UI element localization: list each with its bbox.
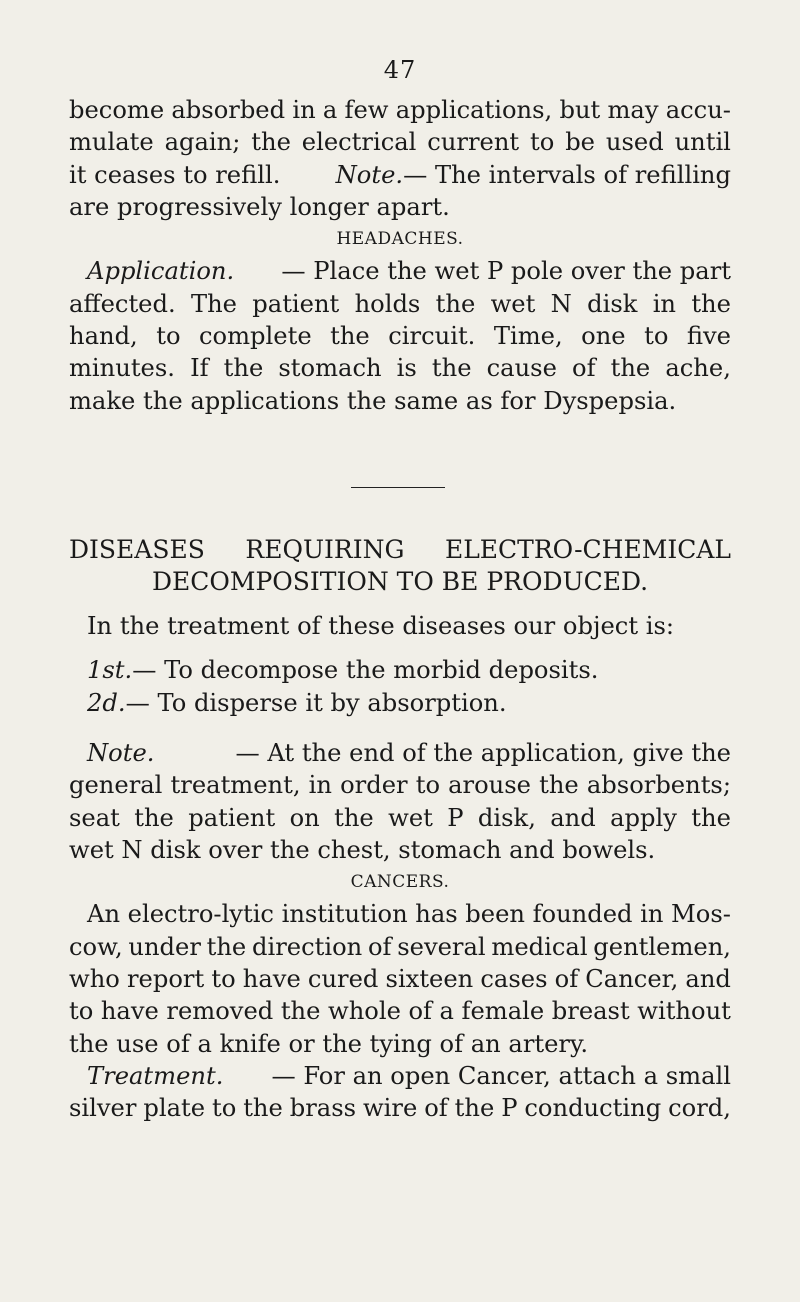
word: until: [674, 128, 731, 157]
word: in: [640, 900, 664, 929]
application-first-line: [69, 255, 731, 287]
word: absorbents;: [586, 771, 731, 800]
word: the: [243, 1094, 283, 1123]
word: wet: [490, 289, 536, 318]
word: patient: [188, 803, 276, 832]
note-label: Note.: [335, 160, 404, 189]
text-line: [69, 288, 731, 320]
word: electrical: [301, 128, 417, 157]
word: be: [565, 128, 596, 157]
text-line: [69, 320, 731, 352]
word: in: [308, 771, 332, 800]
word: and: [685, 965, 731, 994]
word: cured: [307, 965, 379, 994]
text-line: [69, 995, 731, 1027]
text-line: wet N disk over the chest, stomach and bowels.: [69, 835, 656, 864]
word: become: [69, 96, 165, 124]
word: the: [435, 289, 476, 318]
word: seat: [69, 803, 120, 832]
page-number: 47: [383, 56, 417, 84]
word: silver: [69, 1094, 137, 1123]
word: of: [408, 997, 432, 1026]
text-line: [69, 802, 731, 834]
word: in: [292, 96, 316, 124]
word: to: [69, 997, 94, 1026]
word: the: [454, 1094, 495, 1123]
word: ache,: [665, 354, 731, 383]
word: An: [87, 900, 121, 929]
word: treatment,: [170, 771, 301, 800]
word: the: [539, 771, 579, 800]
list-item-1-text: — To decompose the morbid deposits.: [132, 656, 599, 685]
word: of: [554, 965, 579, 994]
word: and: [550, 803, 596, 832]
word: of: [424, 1094, 448, 1123]
word: removed: [166, 997, 274, 1026]
word: DISEASES: [69, 535, 205, 564]
word: under: [128, 932, 201, 961]
word: P: [501, 1094, 518, 1123]
word: female: [461, 997, 545, 1026]
word: Mos-: [671, 900, 731, 929]
word: a: [439, 997, 454, 1026]
word: holds: [354, 289, 421, 318]
word: The: [190, 289, 237, 318]
word: wet: [388, 803, 433, 832]
word: order: [340, 771, 408, 800]
section-heading-cancers: CANCERS.: [350, 872, 450, 893]
word: complete: [199, 322, 312, 351]
text-line: [69, 898, 731, 930]
treatment-label: Treatment.: [87, 1061, 224, 1090]
word: electro-lytic: [127, 900, 274, 929]
word: institution: [281, 900, 408, 929]
word: Cancer,: [585, 965, 679, 994]
treatment-first-line: [69, 1060, 731, 1092]
note-label-wrap: [336, 159, 731, 191]
word: to: [156, 322, 181, 351]
word: have: [242, 965, 301, 994]
word: the: [431, 354, 472, 383]
word: one: [581, 322, 626, 351]
word: conducting: [524, 1094, 662, 1123]
word: stomach: [278, 354, 382, 383]
word: mulate: [69, 128, 154, 157]
word: the: [691, 289, 731, 318]
word: to: [644, 322, 669, 351]
word: may: [607, 96, 659, 124]
word: If: [190, 354, 209, 383]
word: the: [251, 128, 291, 157]
word: cause: [486, 354, 557, 383]
text-line: [69, 94, 731, 126]
word: the: [610, 354, 651, 383]
list-item-2-text: — To disperse it by absorption.: [125, 688, 507, 717]
list-item-1-label: 1st.: [87, 656, 133, 685]
word: N: [550, 289, 572, 318]
word: cow,: [69, 932, 123, 961]
word: a: [322, 96, 338, 124]
list-item-2-label: 2d.: [87, 688, 126, 717]
application-label: Application.: [87, 257, 235, 286]
word: the: [206, 932, 247, 961]
word: accu-: [665, 96, 731, 124]
main-heading-line-2: DECOMPOSITION TO BE PRODUCED.: [151, 567, 649, 596]
word: Time,: [493, 322, 563, 351]
word: direction: [251, 932, 363, 961]
word: the: [134, 803, 174, 832]
word: used: [605, 128, 664, 157]
word: to: [211, 965, 236, 994]
word: the: [334, 803, 374, 832]
text-line-note: [69, 159, 731, 191]
word: in: [652, 289, 677, 318]
word: applications,: [395, 96, 553, 124]
word: arouse: [448, 771, 531, 800]
text-line: [69, 352, 731, 384]
word: few: [344, 96, 389, 124]
text-line: are progressively longer apart.: [69, 192, 450, 221]
word: brass: [289, 1094, 357, 1123]
word: apply: [610, 803, 677, 832]
word: plate: [143, 1094, 206, 1123]
word: cord,: [668, 1094, 731, 1123]
word: disk: [587, 289, 638, 318]
intro-line: In the treatment of these diseases our object is:: [87, 612, 675, 640]
main-heading: [69, 534, 731, 598]
word: absorbed: [171, 96, 286, 124]
word: wire: [362, 1094, 418, 1123]
text-line: [69, 963, 731, 995]
word: gentlemen,: [593, 932, 731, 961]
text-line: [69, 931, 731, 963]
word: five: [686, 322, 731, 351]
word: general: [69, 771, 163, 800]
word: circuit.: [388, 322, 476, 351]
word: of: [367, 932, 392, 961]
word: to: [530, 128, 555, 157]
text-line: make the applications the same as for Dyspepsia.: [69, 386, 677, 415]
note-text: — The intervals of refilling: [403, 160, 731, 189]
word: REQUIRING: [245, 535, 405, 564]
word: several: [397, 932, 486, 961]
text-line: [69, 769, 731, 801]
word: medical: [491, 932, 588, 961]
word: ELECTRO-CHEMICAL: [444, 535, 731, 564]
word: the: [691, 803, 731, 832]
objectives-block: [69, 610, 731, 719]
word: the: [223, 354, 264, 383]
word: to: [211, 1094, 237, 1123]
word: whole: [328, 997, 401, 1026]
paragraph-continuation: [69, 94, 731, 417]
word: P: [447, 803, 464, 832]
word: the: [330, 322, 370, 351]
word: have: [100, 997, 159, 1026]
treatment-text: — For an open Cancer, attach a small: [271, 1061, 731, 1090]
word: who: [69, 965, 120, 994]
note-first-line: [69, 737, 731, 769]
text-line: the use of a knife or the tying of an artery.: [69, 1029, 589, 1058]
word: has: [415, 900, 458, 929]
application-text: — Place the wet P pole over the part: [281, 257, 731, 286]
section-divider: [351, 487, 445, 488]
word: but: [559, 96, 601, 124]
word: report: [126, 965, 205, 994]
text-fragment: it ceases to refill.: [69, 160, 281, 189]
section-heading-headaches: HEADACHES.: [336, 229, 464, 250]
list-item-2: [69, 687, 731, 719]
word: minutes.: [69, 354, 175, 383]
text-line: [69, 1092, 731, 1124]
word: to: [415, 771, 441, 800]
word: hand,: [69, 322, 138, 351]
word: the: [280, 997, 321, 1026]
word: breast: [551, 997, 630, 1026]
list-item-1: [69, 654, 731, 686]
main-heading-line-1: [69, 534, 731, 566]
note-text: — At the end of the application, give the: [235, 739, 731, 767]
word: disk,: [477, 803, 536, 832]
word: on: [289, 803, 320, 832]
word: sixteen: [385, 965, 474, 994]
word: cases: [480, 965, 548, 994]
note-label: Note.: [87, 739, 155, 767]
word: is: [396, 354, 417, 383]
word: of: [572, 354, 596, 383]
word: been: [465, 900, 525, 929]
word: patient: [252, 289, 340, 318]
text-line: [69, 126, 731, 158]
word: without: [637, 997, 731, 1026]
word: affected.: [69, 289, 176, 318]
word: current: [427, 128, 520, 157]
note-paragraph: [69, 737, 731, 1125]
word: founded: [532, 900, 633, 929]
word: again;: [164, 128, 241, 157]
